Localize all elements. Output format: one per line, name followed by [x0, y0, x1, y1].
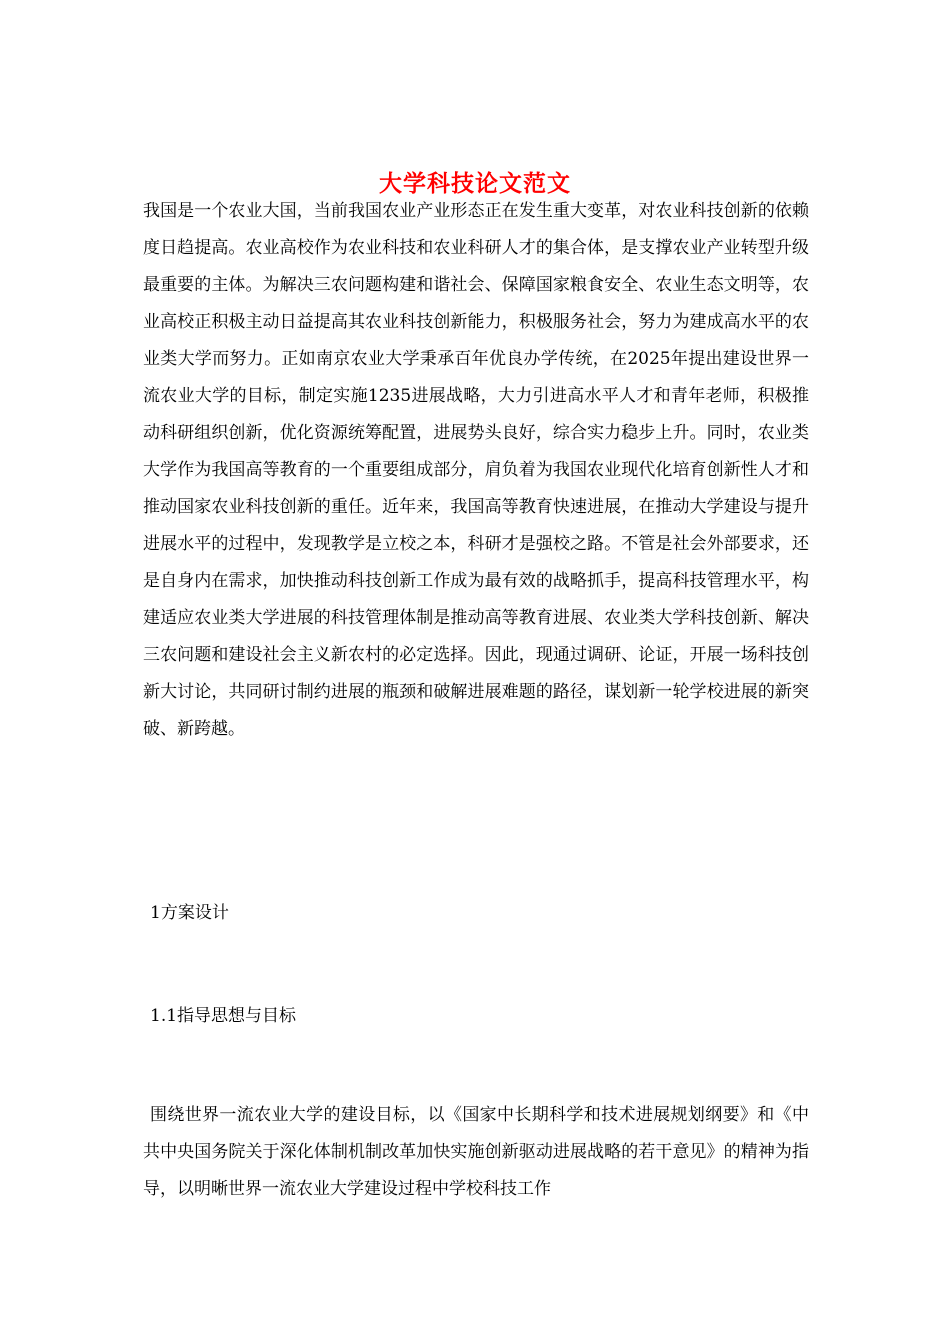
document-title: 大学科技论文范文 — [379, 170, 571, 198]
section-heading-1-1: 1.1指导思想与目标 — [150, 1006, 297, 1026]
body-paragraph: 围绕世界一流农业大学的建设目标，以《国家中长期科学和技术进展规划纲要》和《中共中央国务院关于深化体制机制改革加快实施创新驱动进展战略的若干意见》的精神为指导，以明晰世界一流农业大学建设过程中学校科技工作 — [143, 1105, 809, 1199]
section-heading-1: 1方案设计 — [150, 903, 229, 923]
intro-paragraph: 我国是一个农业大国，当前我国农业产业形态正在发生重大变革，对农业科技创新的依赖度日趋提高。农业高校作为农业科技和农业科研人才的集合体，是支撑农业产业转型升级最重要的主体。为解决三农问题构建和谐社会、保障国家粮食安全、农业生态文明等，农业高校正积极主动日益提高其农业科技创新能力，积极服务社会，努力为建成高水平的农业类大学而努力。正如南京农业大学秉承百年优良办学传统，在2025年提出建设世界一流农业大学的目标，制定实施1235进展战略，大力引进高水平人才和青年老师，积极推动科研组织创新，优化资源统筹配置，进展势头良好，综合实力稳步上升。同时，农业类大学作为我国高等教育的一个重要组成部分，肩负着为我国农业现代化培育创新性人才和推动国家农业科技创新的重任。近年来，我国高等教育快速进展，在推动大学建设与提升进展水平的过程中，发现教学是立校之本，科研才是强校之路。不管是社会外部要求，还是自身内在需求，加快推动科技创新工作成为最有效的战略抓手，提高科技管理水平，构建适应农业类大学进展的科技管理体制是推动高等教育进展、农业类大学科技创新、解决三农问题和建设社会主义新农村的必定选择。因此，现通过调研、论证，开展一场科技创新大讨论，共同研讨制约进展的瓶颈和破解进展难题的路径，谋划新一轮学校进展的新突破、新跨越。 — [143, 201, 809, 739]
